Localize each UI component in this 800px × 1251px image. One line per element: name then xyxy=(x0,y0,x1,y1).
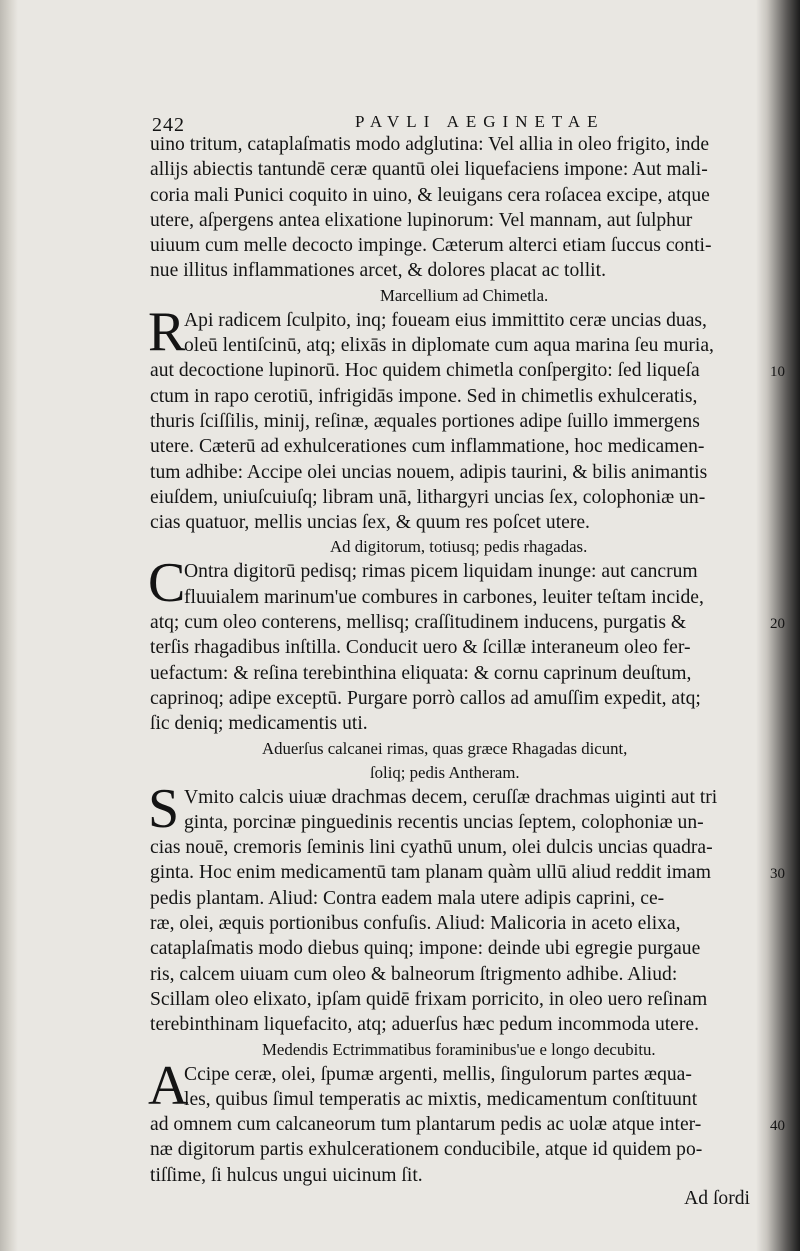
opening-text xyxy=(150,132,762,284)
page-number: 242 xyxy=(152,114,185,136)
text-line: caprinoq; adipe exceptū. Purgare porrò callos ad amuſſim expedit, atq; xyxy=(150,687,701,709)
text-line: ctum in rapo cerotiū, infrigidās impone. Sed in chimetlis exhulceratis, xyxy=(150,385,698,407)
line-number: 30 xyxy=(770,866,785,883)
left-page-edge xyxy=(0,0,18,1251)
text-line: ſic deniq; medicamentis uti. xyxy=(150,713,368,735)
section-heading: Ad digitorum, totiusq; pedis rhagadas. xyxy=(330,537,588,557)
text-line: Scillam oleo elixato, ipſam quidē frixam porricito, in oleo uero reſinam xyxy=(150,988,708,1010)
text-line: ris, calcem uiuam cum oleo & balneorum ſtrigmento adhibe. Aliud: xyxy=(150,963,678,985)
text-line: les, quibus ſimul temperatis ac mixtis, medicamentum conſtituunt xyxy=(184,1088,698,1110)
section-heading: Marcellium ad Chimetla. xyxy=(380,285,549,305)
drop-initial: R xyxy=(148,300,186,363)
text-line: nue illitus inflammationes arcet, & dolores placat ac tollit. xyxy=(150,260,606,282)
text-line: cias nouē, cremoris ſeminis lini cyathū unum, olei dulcis uncias quadra- xyxy=(150,837,713,859)
text-line: terſis rhagadibus inſtilla. Conducit uero & ſcillæ interaneum oleo fer- xyxy=(150,637,691,659)
text-line: Vmito calcis uiuæ drachmas decem, ceruſſæ drachmas uiginti aut tri xyxy=(184,786,718,808)
text-line: aut decoctione lupinorū. Hoc quidem chimetla conſpergito: ſed liqueſa 10 xyxy=(150,358,762,383)
text-line: uiuum cum melle decocto impinge. Cæterum alterci etiam ſuccus conti- xyxy=(150,235,712,257)
text-line: uefactum: & reſina terebinthina eliquata: & cornu caprinum deuſtum, xyxy=(150,662,692,684)
drop-initial: S xyxy=(148,777,180,840)
text-line: Api radicem ſculpito, inq; foueam eius immittito ceræ uncias duas, xyxy=(184,309,707,331)
text-line: ginta. Hoc enim medicamentū tam planam quàm ullū aliud reddit imam 30 xyxy=(150,860,762,885)
running-head xyxy=(150,108,762,136)
paragraph xyxy=(148,777,785,1038)
text-line: Ccipe ceræ, olei, ſpumæ argenti, mellis, ſingulorum partes æqua- xyxy=(184,1063,692,1085)
text-line: terebinthinam liquefacito, atq; aduerſus hæc pedum incommoda utere. xyxy=(150,1014,699,1036)
line-number: 40 xyxy=(770,1118,785,1135)
section-heading: Medendis Ectrimmatibus foraminibus'ue e longo decubitu. xyxy=(262,1039,656,1059)
text-line: næ digitorum partis exhulcerationem conducibile, atque id quidem po- xyxy=(150,1139,703,1161)
text-line: pedis plantam. Aliud: Contra eadem mala utere adipis caprini, ce- xyxy=(150,887,665,909)
text-line: ginta, porcinæ pinguedinis recentis uncias ſeptem, colophoniæ un- xyxy=(184,811,704,833)
text-line: ad omnem cum calcaneorum tum plantarum pedis ac uolæ atque inter- 40 xyxy=(150,1112,762,1137)
text-line: thuris ſciſſilis, minij, reſinæ, æquales portiones adipe ſuillo immergens xyxy=(150,410,700,432)
text-line: utere, aſpergens antea elixatione lupinorum: Vel mannam, aut ſulphur xyxy=(150,209,693,231)
text-line: cataplaſmatis modo diebus quinq; impone: deinde ubi egregie purgaue xyxy=(150,938,701,960)
text-line: uino tritum, cataplaſmatis modo adglutina: Vel allia in oleo frigito, inde xyxy=(150,134,710,155)
catchword: Ad ſordi xyxy=(684,1187,750,1209)
running-title: PAVLI AEGINETAE xyxy=(355,112,605,131)
section-heading: Aduerſus calcanei rimas, quas græce Rhagadas dicunt, xyxy=(262,738,628,758)
text-line: fluuialem marinum'ue combures in carbones, leuiter teſtam incide, xyxy=(184,586,704,608)
book-page xyxy=(148,108,785,1214)
text-line: utere. Cæterū ad exhulcerationes cum inflammatione, hoc medicamen- xyxy=(150,436,705,458)
text-line: Ontra digitorū pedisq; rimas picem liquidam inunge: aut cancrum xyxy=(184,561,698,583)
drop-initial: A xyxy=(148,1054,189,1117)
section-heading: ſoliq; pedis Antheram. xyxy=(370,762,520,782)
line-number: 20 xyxy=(770,616,785,633)
text-line: allijs abiectis tantundē ceræ quantū olei liquefaciens impone: Aut mali- xyxy=(150,159,708,181)
text-line: cias quatuor, mellis uncias ſex, & quum res poſcet utere. xyxy=(150,512,590,534)
text-line: atq; cum oleo conterens, mellisq; craſſitudinem inducens, purgatis & 20 xyxy=(150,610,762,635)
paragraph xyxy=(148,300,785,536)
text-line: ræ, olei, æquis portionibus confuſis. Aliud: Malicoria in aceto elixa, xyxy=(150,913,681,935)
text-line: coria mali Punici coquito in uino, & leuigans cera roſacea excipe, atque xyxy=(150,184,710,206)
line-number: 10 xyxy=(770,364,785,381)
paragraph xyxy=(148,552,785,736)
text-line: tiſſime, ſi hulcus ungui uicinum ſit. xyxy=(150,1164,423,1186)
drop-initial: C xyxy=(148,552,186,615)
text-line: oleū lentiſcinū, atq; elixās in diplomate cum aqua marina ſeu muria, xyxy=(184,335,714,357)
text-line: eiuſdem, uniuſcuiuſq; libram unā, lithargyri uncias ſex, colophoniæ un- xyxy=(150,486,706,508)
paragraph xyxy=(148,1054,785,1188)
text-line: tum adhibe: Accipe olei uncias nouem, adipis taurini, & bilis animantis xyxy=(150,461,708,483)
